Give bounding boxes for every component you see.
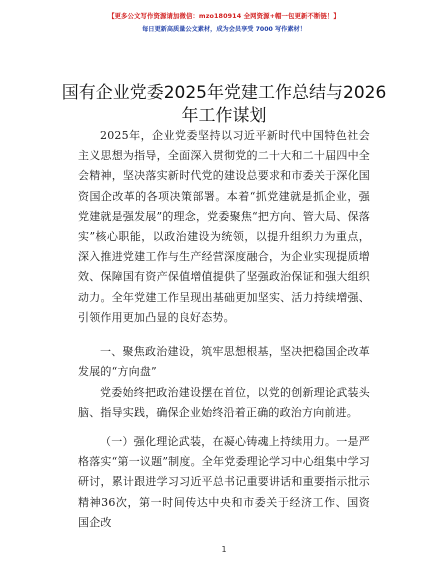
- section-heading-1: 一、聚焦政治建设，筑牢思想根基，坚决把稳国企改革发展的“方向盘”: [78, 345, 370, 379]
- section-1-intro-paragraph: 党委始终把政治建设摆在首位，以党的创新理论武装头脑、指导实践，确保企业始终沿着正确的政治方向前进。: [78, 386, 370, 420]
- promo-banner-line-2: 每日更新高质量公文素材，成为会员享受 7000 写作素材！: [142, 26, 306, 33]
- document-title: 国有企业党委2025年党建工作总结与2026年工作谋划: [61, 83, 387, 126]
- page-number: 1: [221, 545, 227, 554]
- promo-banner-line-1: 【更多公文写作资源请加微信：mzo180914 全网资源+帽一包更新不断链！】: [108, 12, 340, 20]
- intro-paragraph: 2025年，企业党委坚持以习近平新时代中国特色社会主义思想为指导，全面深入贯彻党的二十大和二十届四中全会精神，坚决落实新时代党的建设总要求和市委关于深化国资国企改革的各项决策部署。本着“抓党建就是抓企业，强党建就是强发展”的理念，党委聚焦“把方向、管大局、保落实”核心职能，以政治建设为统领，以提升组织力为重点，深入推进党建工作与生产经营深度融合，为企业实现提质增效、保障国有资产保值增值提供了坚强政治保证和强大组织动力。全年党建工作呈现出基础更加坚实、活力持续增强、引领作用更加凸显的良好态势。: [78, 129, 370, 324]
- subsection-1-paragraph: （一）强化理论武装，在凝心铸魂上持续用力。一是严格落实“第一议题”制度。全年党委理论学习中心组集中学习研讨，累计跟进学习习近平总书记重要讲话和重要指示批示精神36次，第一时间传达中央和市委关于经济工作、国资国企改: [78, 435, 370, 529]
